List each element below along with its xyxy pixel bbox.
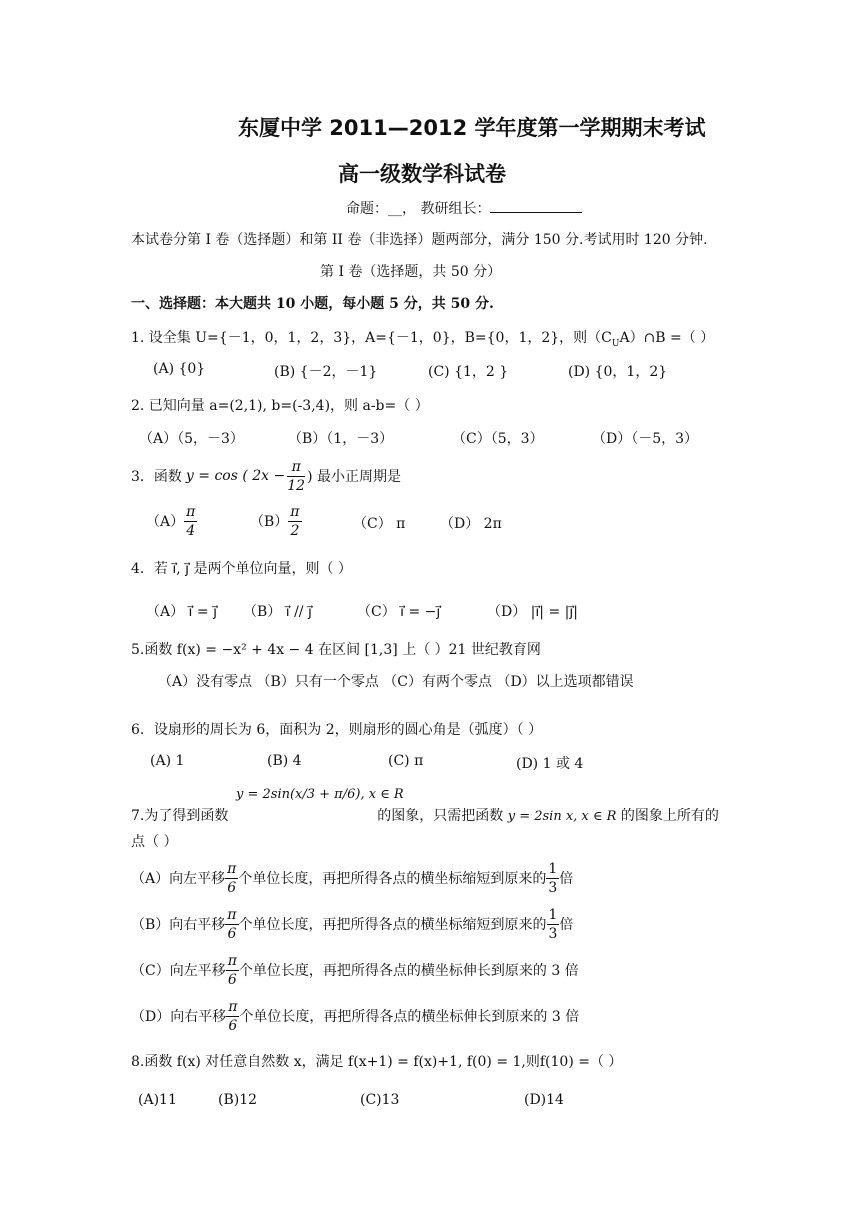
q3-function: y = cos ( 2x − <box>185 468 286 484</box>
exam-intro: 本试卷分第 I 卷（选择题）和第 II 卷（非选择）题两部分，满分 150 分.考试用时 120 分钟. <box>131 232 708 248</box>
q5-options: （A）没有零点 （B）只有一个零点 （C）有两个零点 （D）以上选项都错误 <box>158 674 634 690</box>
exam-subtitle: 高一级数学科试卷 <box>338 162 506 186</box>
q1-stem: 1. 设全集 U={－1，0，1，2，3}，A={－1，0}，B={0，1，2}，则（C <box>131 330 612 346</box>
author-blank <box>490 198 582 213</box>
q4-option-b: （B） i⃗ // j⃗ <box>243 604 312 620</box>
q7-target-function: y = 2sin(x/3 + π/6), x ∈ R <box>236 787 404 802</box>
question-6: 6．设扇形的周长为 6，面积为 2，则扇形的圆心角是（弧度）（ ） <box>131 722 543 738</box>
q6-option-c: (C) π <box>388 753 424 769</box>
q8-option-c: (C)13 <box>360 1092 400 1108</box>
question-4: 4．若 i⃗, j⃗ 是两个单位向量，则（ ） <box>131 561 352 577</box>
author-label: 命题：__， 教研组长： <box>346 201 491 217</box>
exam-title: 东厦中学 2011—2012 学年度第一学期期末考试 <box>238 116 706 140</box>
q2-option-c: （C）（5，3） <box>452 431 544 447</box>
q3-fraction: $\frac{\pi}{12}$ <box>287 458 306 494</box>
question-8: 8.函数 f(x) 对任意自然数 x，满足 f(x+1) = f(x)+1, f(0) = 1,则f(10) =（ ） <box>131 1054 623 1070</box>
q6-option-d: (D) 1 或 4 <box>516 756 584 772</box>
part-one-heading: 第 I 卷（选择题，共 50 分） <box>320 264 502 280</box>
q3-pre: 3．函数 <box>131 469 182 485</box>
q2-option-b: （B）（1，－3） <box>288 431 394 447</box>
section-one-heading: 一、选择题：本大题共 10 小题，每小题 5 分，共 50 分. <box>131 296 494 312</box>
q7-source-function: y = 2sin x, x ∈ R <box>507 809 617 824</box>
q4-option-d: （D） |i⃗| = |j⃗| <box>487 604 578 620</box>
q3-option-a: （A） $\frac{\pi}{4}$ <box>146 503 196 539</box>
q7-stem-line2: 点（ ） <box>131 834 178 850</box>
q1-option-a: (A) {0} <box>153 361 206 377</box>
q3-option-b: （B） $\frac{\pi}{2}$ <box>250 503 300 539</box>
q1-option-b: (B) {－2，－1} <box>274 364 378 380</box>
q7-stem-end: 的图象上所有的 <box>620 808 719 824</box>
q8-option-d: (D)14 <box>524 1092 564 1108</box>
q4-option-c: （C） i⃗ = −j⃗ <box>357 604 441 620</box>
author-line <box>346 198 582 218</box>
question-7 <box>131 805 719 825</box>
q3-option-c: （C） π <box>353 516 406 532</box>
q1-option-d: (D) {0，1，2} <box>568 364 668 380</box>
q7-option-c: （C）向左平移 $\frac{\pi}{6}$ 个单位长度，再把所得各点的横坐标伸长到原来的 3 倍 <box>131 952 579 988</box>
q1-subscript: U <box>611 338 620 349</box>
q3-option-d: （D） 2π <box>440 516 502 532</box>
question-1 <box>131 327 714 349</box>
q7-option-b: （B）向右平移 $\frac{\pi}{6}$ 个单位长度，再把所得各点的横坐标缩短到原来的 $\frac{1}{3}$ 倍 <box>131 906 574 942</box>
q2-option-d: （D）（－5，3） <box>592 431 699 447</box>
q3-post: ) 最小正周期是 <box>307 469 402 485</box>
q7-stem-pre: 7.为了得到函数 <box>131 808 229 824</box>
q8-option-a: (A)11 <box>138 1092 177 1108</box>
q6-option-b: (B) 4 <box>267 753 302 769</box>
q2-option-a: （A）（5，－3） <box>139 431 244 447</box>
question-5: 5.函数 f(x) = −x² + 4x − 4 在区间 [1,3] 上（ ）21 世纪教育网 <box>131 642 541 658</box>
q6-option-a: (A) 1 <box>150 753 185 769</box>
q8-option-b: (B)12 <box>218 1092 258 1108</box>
q7-option-a: （A）向左平移 $\frac{\pi}{6}$ 个单位长度，再把所得各点的横坐标缩短到原来的 $\frac{1}{3}$ 倍 <box>131 860 574 896</box>
q7-stem-mid: 的图象，只需把函数 <box>377 808 504 824</box>
q1-stem-end: A）∩B =（ ） <box>619 330 715 346</box>
q1-option-c: (C) {1，2 } <box>428 364 509 380</box>
q4-option-a: （A） i⃗ = j⃗ <box>146 604 217 620</box>
q7-option-d: （D）向右平移 $\frac{\pi}{6}$ 个单位长度，再把所得各点的横坐标伸长到原来的 3 倍 <box>131 998 580 1034</box>
question-2: 2. 已知向量 a=(2,1), b=(-3,4)，则 a-b=（ ） <box>131 398 429 414</box>
question-3 <box>131 456 401 496</box>
